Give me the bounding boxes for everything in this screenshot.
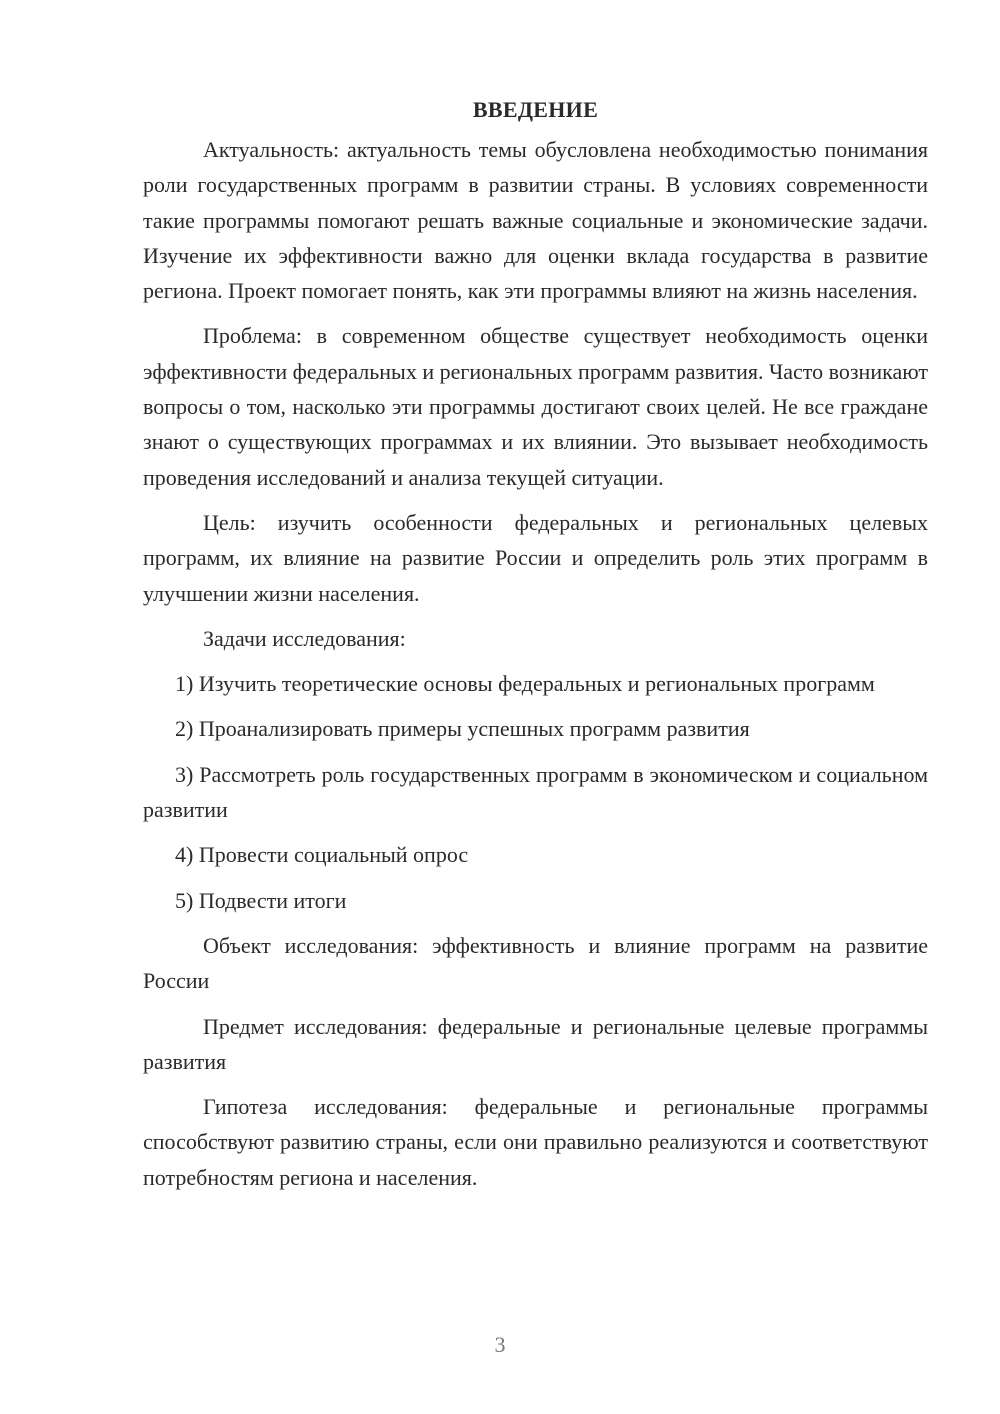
page-number: 3	[494, 1332, 506, 1357]
tasks-heading: Задачи исследования:	[203, 625, 406, 651]
paragraph-hypothesis: Гипотеза исследования: федеральные и региональные программы способствуют развитию страны, если они правильно реализуются и соответствуют потребностям региона и населения.	[143, 1094, 928, 1190]
paragraph-problem: Проблема: в современном обществе существует необходимость оценки эффективности федеральных и региональных программ развития. Часто возникают вопросы о том, насколько эти программы достигают своих целей. Не все граждане знают о существующих программах и их влиянии. Это вызывает необходимость проведения исследований и анализа текущей ситуации.	[143, 323, 928, 490]
task-item-2: 2) Проанализировать примеры успешных программ развития	[175, 716, 750, 742]
paragraph-object: Объект исследования: эффективность и влияние программ на развитие России	[143, 932, 928, 994]
page-title: ВВЕДЕНИЕ	[472, 97, 599, 122]
task-item-1: 1) Изучить теоретические основы федеральных и региональных программ	[175, 671, 875, 697]
paragraph-subject: Предмет исследования: федеральные и региональные целевые программы развития	[143, 1013, 928, 1074]
task-item-5: 5) Подвести итоги	[175, 887, 347, 913]
paragraph-goal: Цель: изучить особенности федеральных и региональных целевых программ, их влияние на развитие России и определить роль этих программ в улучшении жизни населения.	[143, 509, 928, 606]
task-item-4: 4) Провести социальный опрос	[175, 842, 469, 868]
paragraph-relevance: Актуальность: актуальность темы обусловлена необходимостью понимания роли государственных программ в развитии страны. В условиях современности такие программы помогают решать важные социальные и экономические задачи. Изучение их эффективности важно для оценки вклада государства в развитие региона. Проект помогает понять, как эти программы влияют на жизнь населения.	[143, 137, 928, 304]
task-item-3: 3) Рассмотреть роль государственных программ в экономическом и социальном развитии	[143, 761, 928, 823]
document-page	[143, 92, 928, 1205]
